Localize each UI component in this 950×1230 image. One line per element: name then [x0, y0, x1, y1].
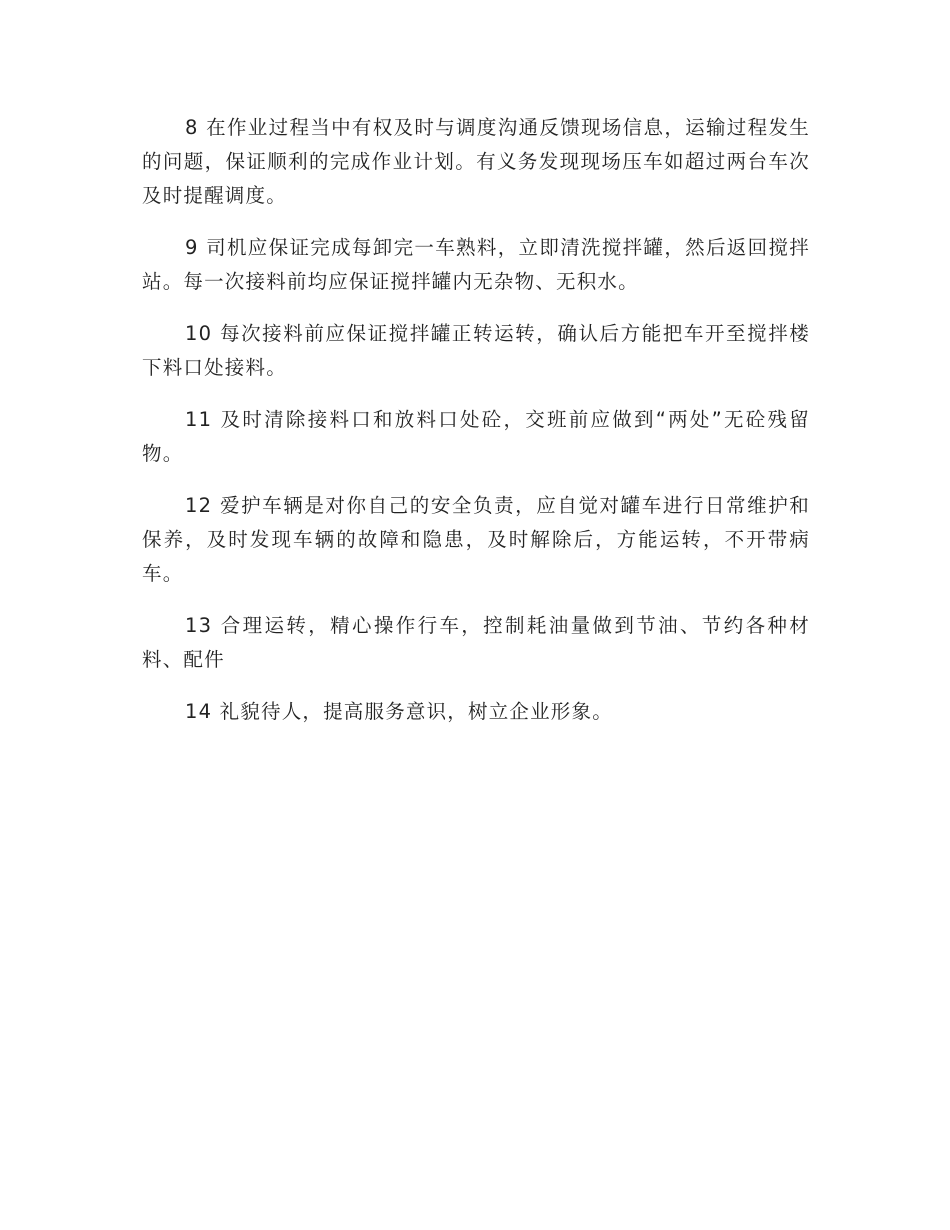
paragraph-item-8: 8 在作业过程当中有权及时与调度沟通反馈现场信息，运输过程发生的问题，保证顺利的完成作业计划。有义务发现现场压车如超过两台车次及时提醒调度。 — [142, 116, 810, 207]
paragraph-item-13: 13 合理运转，精心操作行车，控制耗油量做到节油、节约各种材料、配件 — [142, 614, 810, 671]
paragraph-item-9: 9 司机应保证完成每卸完一车熟料，立即清洗搅拌罐，然后返回搅拌站。每一次接料前均应保证搅拌罐内无杂物、无积水。 — [142, 236, 810, 293]
paragraph-item-11: 11 及时清除接料口和放料口处砼，交班前应做到“两处”无砼残留物。 — [142, 408, 810, 465]
paragraph-item-10: 10 每次接料前应保证搅拌罐正转运转，确认后方能把车开至搅拌楼下料口处接料。 — [142, 322, 810, 379]
paragraph-item-14: 14 礼貌待人，提高服务意识，树立企业形象。 — [185, 700, 613, 723]
paragraph-item-12: 12 爱护车辆是对你自己的安全负责，应自觉对罐车进行日常维护和保养，及时发现车辆的故障和隐患，及时解除后，方能运转，不开带病车。 — [142, 494, 810, 585]
document-body — [142, 111, 810, 747]
